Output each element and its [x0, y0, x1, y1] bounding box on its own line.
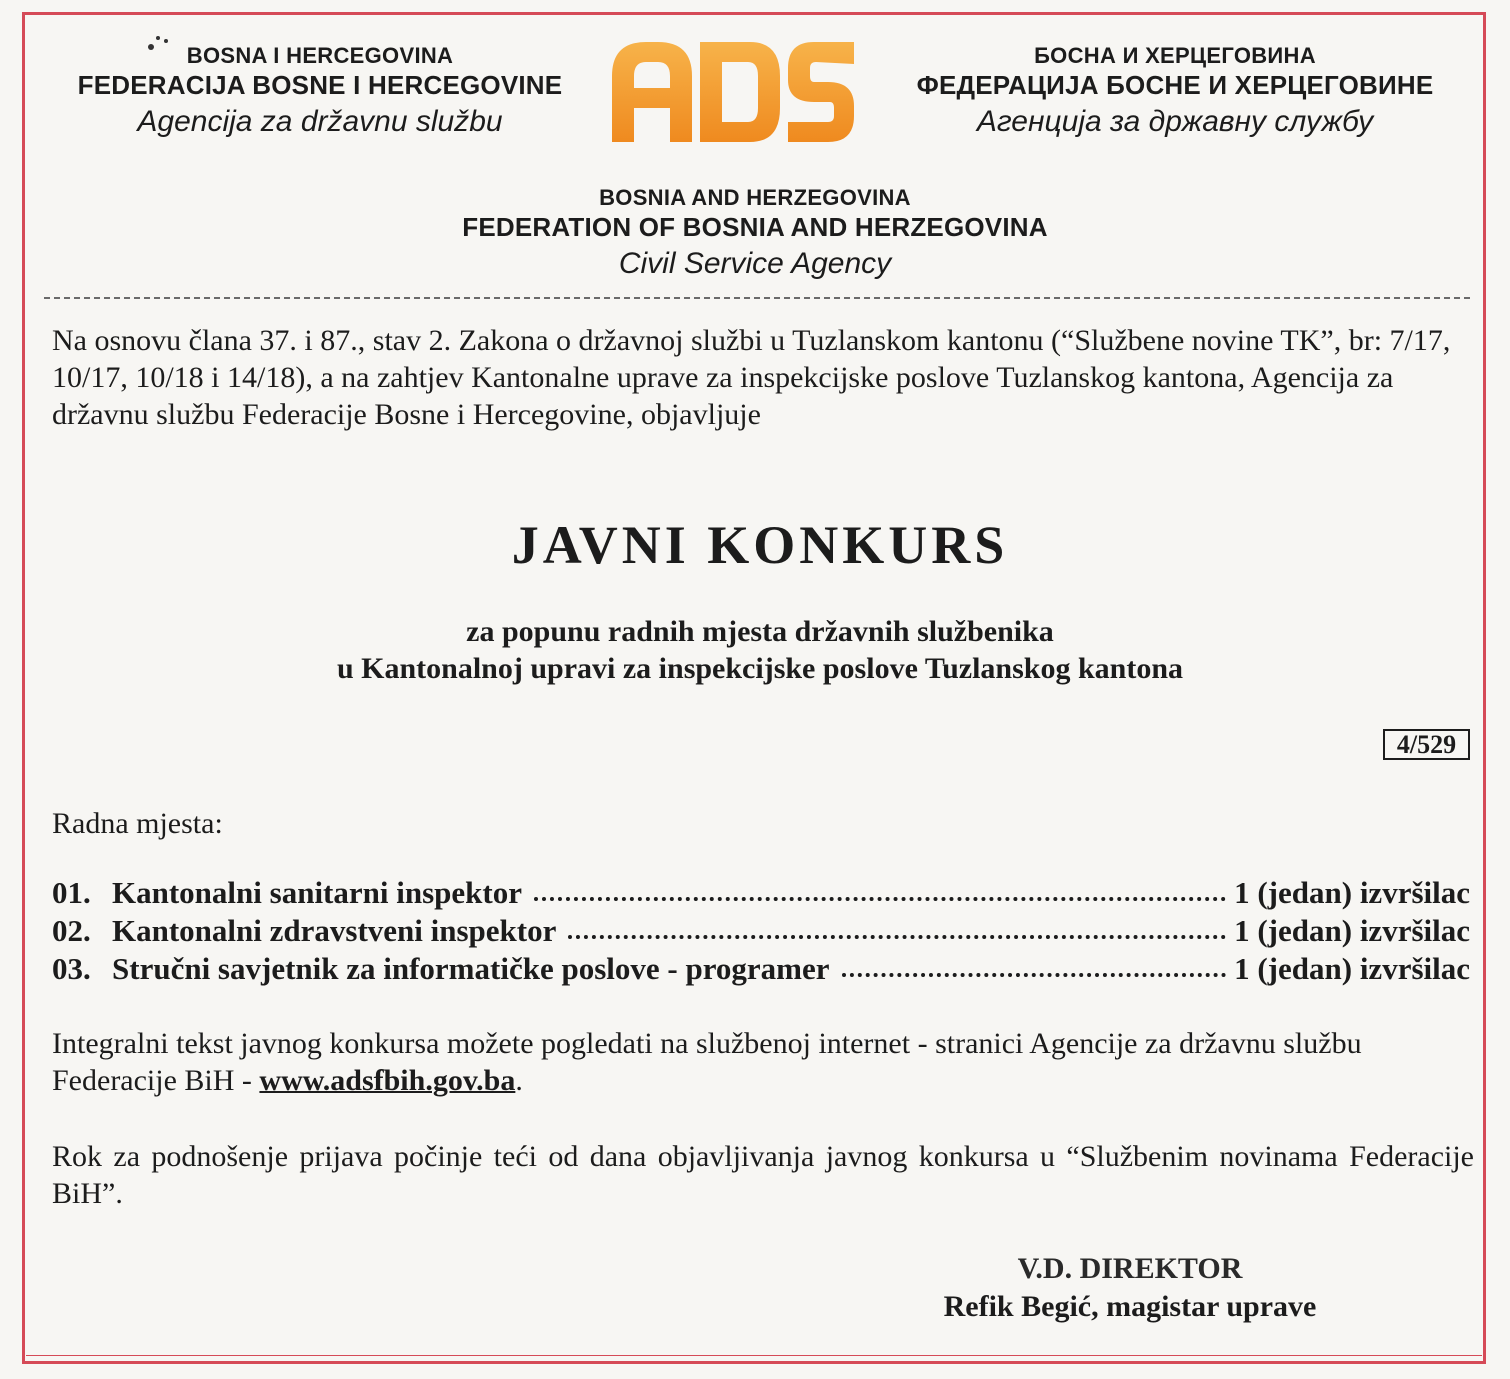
position-title: Kantonalni zdravstveni inspektor	[112, 913, 557, 948]
header-divider	[44, 297, 1470, 299]
header-right-federation: ФЕДЕРАЦИЈА БОСНЕ И ХЕРЦЕГОВИНЕ	[916, 70, 1434, 100]
header-left-agency: Agencija za državnu službu	[137, 105, 503, 138]
header-center-federation: FEDERATION OF BOSNIA AND HERZEGOVINA	[462, 212, 1048, 242]
position-number: 03.	[52, 951, 91, 986]
page-border-inner	[26, 1355, 1482, 1356]
list-item	[52, 912, 1470, 950]
intro-paragraph: Na osnovu člana 37. i 87., stav 2. Zakona o državnoj službi u Tuzlanskom kantonu (“Službene novine TK”, br: 7/17, 10/17, 10/18 i 14/18), a na zahtjev Kantonalne uprave za inspekcijske poslove Tuzlanskog kantona, Agencija za državnu službu Federacije Bosne i Hercegovine, objavljuje	[52, 324, 1451, 431]
leader-dots	[842, 965, 1227, 977]
header-right-agency: Агенција за државну службу	[976, 105, 1374, 138]
position-title: Kantonalni sanitarni inspektor	[112, 875, 522, 910]
position-number: 01.	[52, 875, 91, 910]
integral-text: Integralni tekst javnog konkursa možete pogledati na službenoj internet - stranici Agencije za državnu službu Federacije BiH -	[52, 1027, 1362, 1097]
integral-end: .	[515, 1064, 523, 1097]
list-item	[52, 950, 1470, 988]
signature-block	[880, 1250, 1380, 1326]
subtitle-line-1: za popunu radnih mjesta državnih službenika	[466, 615, 1054, 648]
deadline-paragraph: Rok za podnošenje prijava počinje teći od dana objavljivanja javnog konkursa u “Službenim novinama Federacije BiH”.	[52, 1140, 1474, 1210]
scan-speck	[148, 44, 154, 50]
agency-website-link[interactable]: www.adsfbih.gov.ba	[259, 1064, 516, 1097]
position-count: 1 (jedan) izvršilac	[1234, 875, 1470, 910]
subtitle	[0, 613, 1510, 687]
header-right-country: БОСНА И ХЕРЦЕГОВИНА	[1034, 43, 1316, 68]
header-center	[400, 186, 1110, 284]
position-number: 02.	[52, 913, 91, 948]
scan-speck	[164, 39, 168, 43]
header-left	[50, 44, 590, 142]
list-item	[52, 874, 1470, 912]
position-count: 1 (jedan) izvršilac	[1234, 913, 1470, 948]
integral-text-paragraph	[52, 1025, 1474, 1099]
signature-role: V.D. DIREKTOR	[1017, 1252, 1243, 1285]
position-title: Stručni savjetnik za informatičke poslove - programer	[112, 951, 830, 986]
header-right	[880, 44, 1470, 142]
leader-dots	[534, 889, 1226, 901]
header-left-federation: FEDERACIJA BOSNE I HERCEGOVINE	[77, 70, 563, 100]
positions-list	[52, 874, 1470, 988]
position-count: 1 (jedan) izvršilac	[1234, 951, 1470, 986]
logo-text: ADS	[608, 36, 611, 37]
scan-speck	[156, 36, 160, 40]
ad-code-box: 4/529	[1383, 729, 1470, 760]
header-left-country: BOSNA I HERCEGOVINA	[186, 43, 454, 68]
ads-logo	[608, 36, 858, 146]
subtitle-line-2: u Kantonalnoj upravi za inspekcijske poslove Tuzlanskog kantona	[336, 652, 1184, 685]
positions-label: Radna mjesta:	[52, 807, 223, 840]
leader-dots	[568, 927, 1226, 939]
page-title: JAVNI KONKURS	[511, 515, 1009, 575]
signature-name: Refik Begić, magistar uprave	[943, 1290, 1317, 1323]
header-center-country: BOSNIA AND HERZEGOVINA	[599, 185, 911, 210]
header-center-agency: Civil Service Agency	[618, 247, 892, 280]
